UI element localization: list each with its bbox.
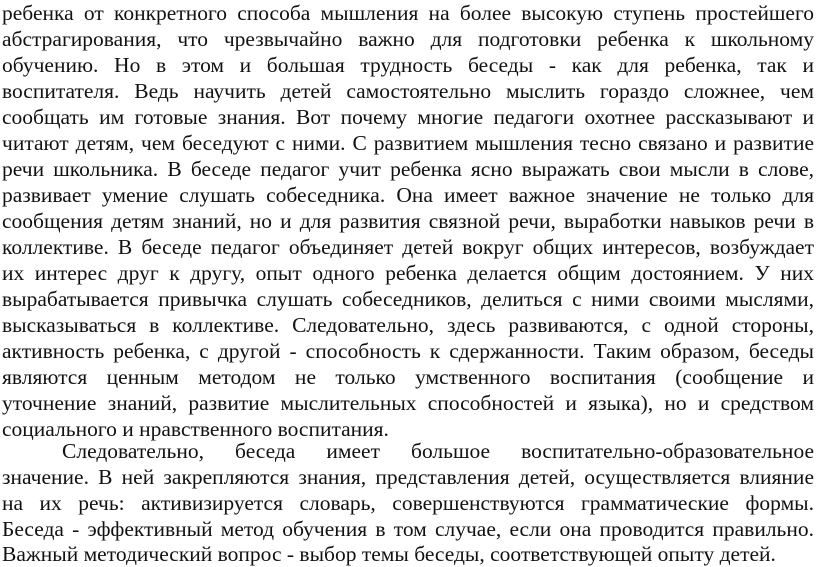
text-line: развивает умение слушать собеседника. Она имеет важное значение не только для (2, 183, 814, 207)
text-line: сообщать им готовые знания. Вот почему многие педагоги охотнее рассказывают и (2, 105, 814, 129)
text-line: уточнение знаний, развитие мыслительных способностей и языка), но и средством (2, 391, 814, 415)
text-line: речи школьника. В беседе педагог учит ребенка ясно выражать свои мысли в слове, (2, 157, 814, 181)
text-line: социального и нравственного воспитания. (2, 417, 389, 441)
text-line: активность ребенка, с другой - способность к сдержанности. Таким образом, беседы (2, 339, 814, 363)
text-line: высказываться в коллективе. Следовательно, здесь развиваются, с одной стороны, (2, 313, 814, 337)
text-line: являются ценным методом не только умственного воспитания (сообщение и (2, 365, 814, 389)
text-line: Важный методический вопрос - выбор темы беседы, соответствующей опыту детей. (2, 542, 776, 566)
text-line: вырабатывается привычка слушать собеседников, делиться с ними своими мыслями, (2, 287, 814, 311)
text-line: Беседа - эффективный метод обучения в том случае, если она проводится правильно. (2, 517, 814, 541)
text-line: воспитателя. Ведь научить детей самостоятельно мыслить гораздо сложнее, чем (2, 79, 814, 103)
text-line: обучению. Но в этом и большая трудность беседы - как для ребенка, так и (2, 53, 814, 77)
text-line: значение. В ней закрепляются знания, представления детей, осуществляется влияние (2, 465, 814, 489)
text-line: ребенка от конкретного способа мышления на более высокую ступень простейшего (2, 1, 814, 25)
text-line: сообщения детям знаний, но и для развития связной речи, выработки навыков речи в (2, 209, 814, 233)
text-line: Следовательно, беседа имеет большое воспитательно-образовательное (62, 439, 814, 463)
text-line: на их речь: активизируется словарь, совершенствуются грамматические формы. (2, 491, 814, 515)
text-line: абстрагирования, что чрезвычайно важно для подготовки ребенка к школьному (2, 27, 814, 51)
text-line: их интерес друг к другу, опыт одного ребенка делается общим достоянием. У них (2, 261, 814, 285)
text-line: читают детям, чем беседуют с ними. С развитием мышления тесно связано и развитие (2, 131, 814, 155)
text-line: коллективе. В беседе педагог объединяет детей вокруг общих интересов, возбуждает (2, 235, 814, 259)
